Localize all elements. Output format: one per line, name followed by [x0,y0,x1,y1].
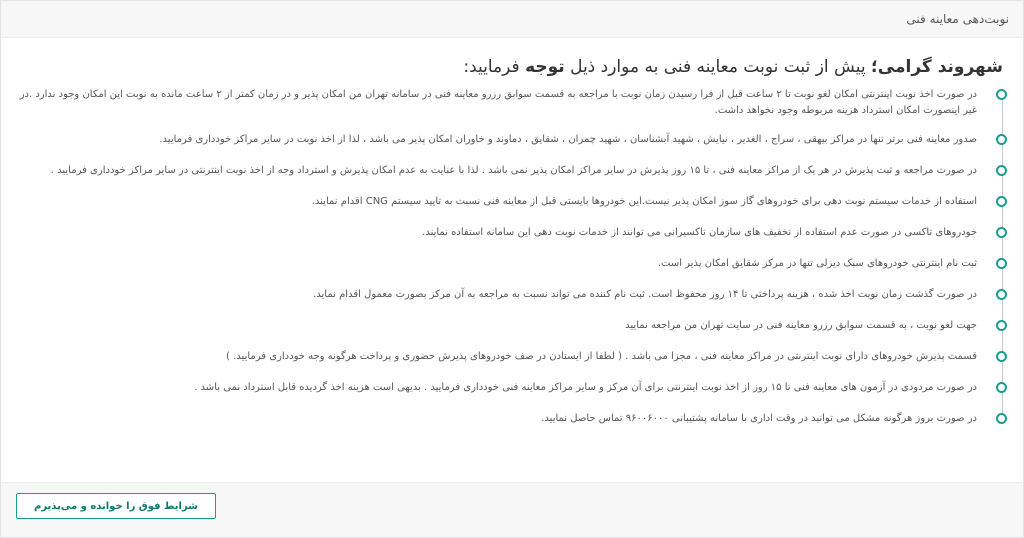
rule-text: ثبت نام اینترنتی خودروهای سبک دیزلی تنها در مرکز شقایق امکان پذیر است. [657,258,977,269]
header-bar [1,1,1023,38]
rule-item [17,318,1007,334]
rule-text: قسمت پذیرش خودروهای دارای نوبت اینترنتی در مراکز معاینه فنی ، مجزا می باشد . ( لطفا از ایستادن در صف خودروهای پذیرش حضوری و پرداخت هرگونه وجه خودداری فرمایید. ) [226,351,977,362]
timeline-dot-icon [996,165,1007,176]
accept-terms-button[interactable]: شرایط فوق را خوانده و می‌پذیرم [16,493,216,519]
intro-text-before: پیش از ثبت نوبت معاینه فنی به موارد ذیل [564,57,871,77]
footer-bar [1,482,1023,537]
rule-text: جهت لغو نوبت ، به قسمت سوابق رزرو معاینه فنی در سایت تهران من مراجعه نمایید [625,320,977,331]
rule-text: در صورت اخذ نوبت اینترنتی امکان لغو نوبت تا ۲ ساعت قبل از فرا رسیدن زمان نوبت با مراجعه به قسمت سوابق رزرو معاینه فنی در سامانه تهران من امکان پذیر و در زمان کمتر از ۲ ساعت مانده به نوبت این امکان وجود ندارد .در غیر اینصورت امکان استرداد هزینه مربوطه وجود نخواهد داشت. [19,89,977,116]
rule-item [17,87,1007,119]
rule-item [17,256,1007,272]
timeline-dot-icon [996,134,1007,145]
rule-text: در صورت مردودی در آزمون های معاینه فنی تا ۱۵ روز از اخذ نوبت اینترنتی برای آن مرکز و سایر مراکز معاینه فنی خودداری فرمایید . بدیهی است هزینه اخذ گردیده قابل استرداد نمی باشد . [194,382,977,393]
rule-text: در صورت مراجعه و ثبت پذیرش در هر یک از مراکز معاینه فنی ، تا ۱۵ روز پذیرش در سایر مراکز امکان پذیر نمی باشد . لذا با عنایت به عدم امکان پذیرش و استرداد وجه از اخذ نوبت اینترنتی در سایر مراکز خودداری فرمایید . [50,165,977,176]
rule-item [17,411,1007,427]
intro-emphasis: توجه [525,57,565,77]
rule-text: خودروهای تاکسی در صورت عدم استفاده از تخفیف های سازمان تاکسیرانی می توانند از خدمات نوبت دهی این سامانه استفاده نمایند. [422,227,977,238]
rule-text: صدور معاینه فنی برتر تنها در مراکز بیهقی ، سراج ، الغدیر ، نیایش ، شهید آبشناسان ، شهید چمران ، شقایق ، دماوند و خاوران امکان پذیر می باشد ، لذا از اخذ نوبت در سایر مراکز خودداری فرمایید. [159,134,977,145]
intro-headline [17,53,1003,81]
intro-greeting: شهروند گرامی؛ [870,57,1003,77]
timeline-dot-icon [996,258,1007,269]
timeline-dot-icon [996,320,1007,331]
timeline-dot-icon [996,89,1007,100]
rule-item [17,163,1007,179]
intro-text-after: فرمایید: [463,57,526,77]
rules-timeline [17,87,1007,427]
rule-item [17,380,1007,396]
rules-content [17,53,1007,479]
timeline-dot-icon [996,289,1007,300]
timeline-dot-icon [996,413,1007,424]
rule-item [17,225,1007,241]
timeline-dot-icon [996,351,1007,362]
timeline-dot-icon [996,227,1007,238]
timeline-dot-icon [996,382,1007,393]
timeline-dot-icon [996,196,1007,207]
rule-text: در صورت بروز هرگونه مشکل می توانید در وقت اداری با سامانه پشتیبانی ۹۶۰۰۶۰۰۰ تماس حاصل نمایید. [541,413,977,424]
rule-item [17,349,1007,365]
rule-text: استفاده از خدمات سیستم نوبت دهی برای خودروهای گاز سوز امکان پذیر نیست.این خودروها بایستی قبل از معاینه فنی نسبت به تایید سیستم CNG اقدام نمایند. [311,196,977,207]
rule-text: در صورت گذشت زمان نوبت اخذ شده ، هزینه پرداختی تا ۱۴ روز محفوظ است. ثبت نام کننده می تواند نسبت به مراجعه به آن مرکز بصورت معمول اقدام نماید. [313,289,977,300]
page-title: نوبت‌دهی معاینه فنی [906,12,1009,26]
rule-item [17,287,1007,303]
rule-item [17,194,1007,210]
rule-item [17,132,1007,148]
